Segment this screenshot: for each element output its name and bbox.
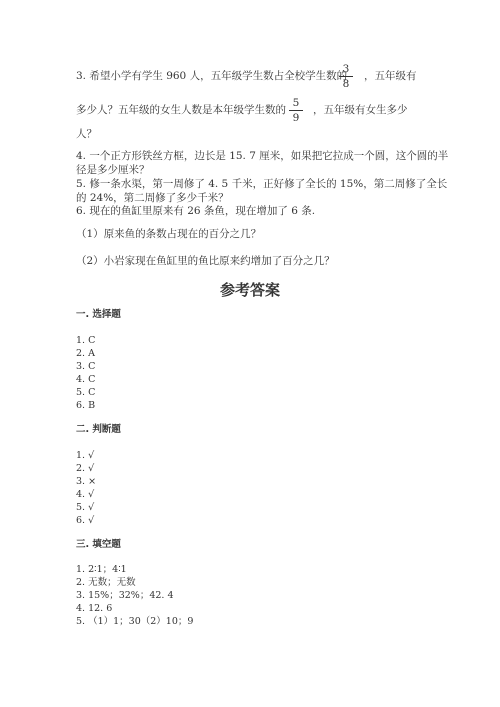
answer-item: 5. √ [76, 502, 95, 513]
section-heading-fill-blank: 三. 填空题 [76, 539, 121, 550]
section-heading-choice: 一. 选择题 [76, 309, 121, 320]
answer-item: 5. C [76, 387, 96, 398]
q3-line2-tail: ，五年级有女生多少 [313, 104, 408, 116]
answer-item: 6. B [76, 400, 96, 411]
fraction-denominator: 8 [342, 78, 350, 90]
answer-item: 2. √ [76, 463, 95, 474]
answer-item: 3. C [76, 361, 96, 372]
q3-line3-text: 人？ [76, 128, 97, 140]
fraction-denominator: 9 [292, 112, 300, 124]
answer-item: 5. （1）1；30（2）10；9 [76, 616, 194, 627]
answer-item: 1. √ [76, 450, 95, 461]
answer-item: 1. C [76, 335, 96, 346]
q6-sub1: （1）原来鱼的条数占现在的百分之几？ [76, 228, 262, 240]
answer-item: 4. 12. 6 [76, 603, 113, 614]
q3-line1-tail: ，五年级有 [364, 70, 417, 82]
section-heading-judgement: 二. 判断题 [76, 424, 121, 435]
answer-item: 4. √ [76, 489, 95, 500]
q5-line1: 5. 修一条水渠，第一周修了 4. 5 千米，正好修了全长的 15%，第二周修了全长 [76, 178, 448, 190]
q3-fraction-three-eighths [339, 63, 353, 90]
q6-sub2: （2）小岩家现在鱼缸里的鱼比原来约增加了百分之几？ [76, 255, 335, 267]
answer-item: 3. 15%；32%；42. 4 [76, 590, 174, 601]
q4-line1: 4. 一个正方形铁丝方框，边长是 15. 7 厘米，如果把它拉成一个圆，这个圆的半 [76, 150, 449, 162]
fraction-bar [339, 76, 353, 77]
answer-item: 3. × [76, 476, 97, 487]
answer-item: 1. 2∶1；4∶1 [76, 564, 127, 575]
fraction-numerator: 5 [292, 97, 300, 109]
q5-line2: 的 24%，第二周修了多少千米？ [76, 192, 229, 204]
q3-fraction-five-ninths [289, 97, 303, 124]
answer-item: 2. 无数；无数 [76, 577, 136, 588]
q6-line1: 6. 现在的鱼缸里原来有 26 条鱼，现在增加了 6 条. [76, 205, 316, 217]
q4-line2: 径是多少厘米？ [76, 164, 150, 176]
answer-item: 2. A [76, 348, 95, 359]
q3-line1-text: 3. 希望小学有学生 960 人，五年级学生数占全校学生数的 [76, 70, 348, 82]
fraction-bar [289, 110, 303, 111]
answers-title: 参考答案 [219, 281, 280, 299]
fraction-numerator: 3 [342, 63, 350, 75]
answer-item: 4. C [76, 374, 96, 385]
answer-item: 6. √ [76, 515, 95, 526]
q3-line2-text: 多少人？五年级的女生人数是本年级学生数的 [76, 104, 286, 116]
